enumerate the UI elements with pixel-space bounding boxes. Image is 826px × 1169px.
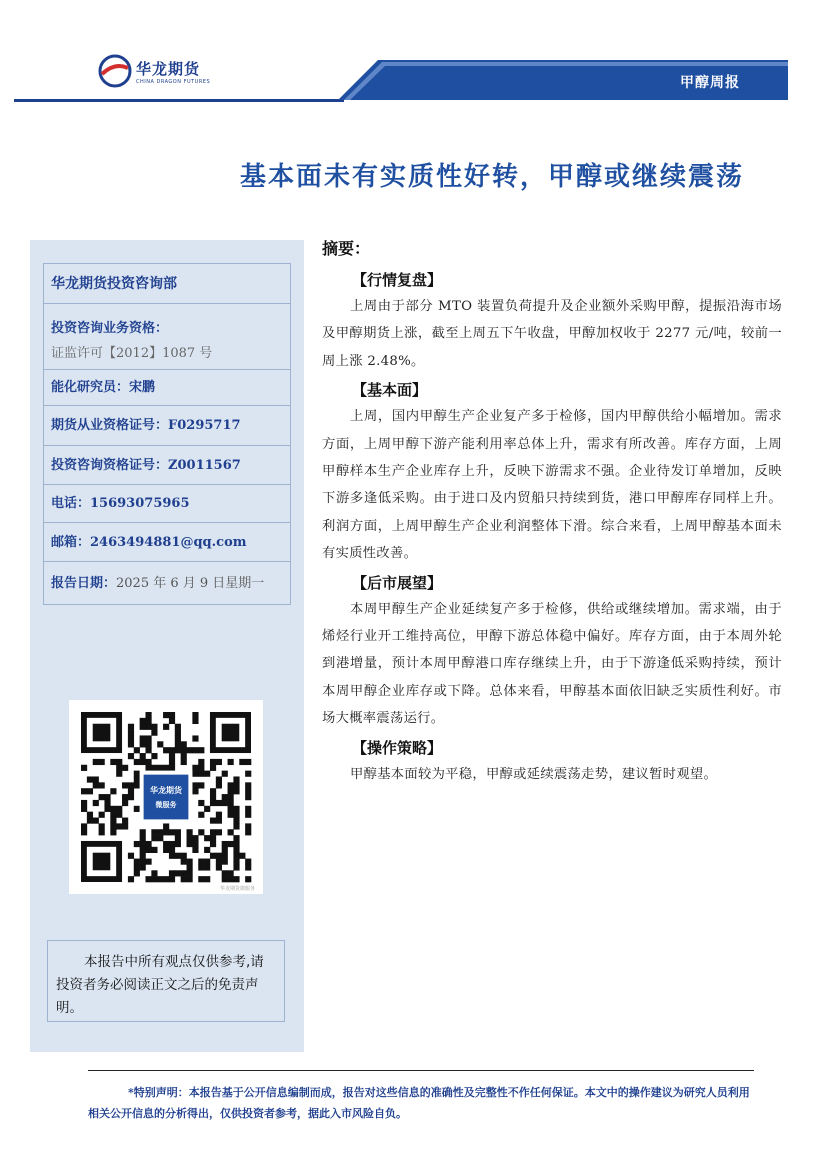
qr-module [87, 812, 93, 818]
qr-module [122, 782, 128, 788]
qr-module [222, 853, 228, 859]
qr-module [99, 823, 105, 829]
qr-module [81, 829, 87, 835]
consult-license: 投资咨询资格证号：Z0011567 [44, 446, 290, 485]
qr-module [151, 847, 157, 853]
report-date-row [44, 562, 290, 605]
qr-module [128, 853, 134, 859]
qr-module [128, 735, 134, 741]
qr-module [163, 823, 169, 829]
qr-finder [222, 724, 240, 742]
qr-module [210, 800, 216, 806]
qr-module [210, 835, 216, 841]
qr-module [175, 829, 181, 835]
qr-module [104, 794, 110, 800]
qr-module [128, 794, 134, 800]
qr-module [81, 823, 87, 829]
qr-module [210, 759, 216, 765]
qr-module [134, 870, 140, 876]
qr-module [145, 718, 151, 724]
qr-module [122, 818, 128, 824]
qr-module [157, 765, 163, 771]
qr-module [169, 718, 175, 724]
qr-module [233, 835, 239, 841]
qr-module [99, 794, 105, 800]
qr-module [216, 853, 222, 859]
qr-module [145, 765, 151, 771]
qr-module [198, 765, 204, 771]
qr-module [192, 735, 198, 741]
qr-module [181, 747, 187, 753]
qr-module [187, 829, 193, 835]
qr-module [198, 876, 204, 882]
qr-module [233, 806, 239, 812]
qr-module [145, 876, 151, 882]
qr-module [192, 718, 198, 724]
qr-module [169, 747, 175, 753]
qr-module [233, 853, 239, 859]
qr-module [140, 864, 146, 870]
qr-module [128, 788, 134, 794]
qr-module [122, 794, 128, 800]
qr-module [110, 759, 116, 765]
qr-module [157, 829, 163, 835]
report-type-label: 甲醇周报 [680, 75, 740, 91]
qr-module [192, 841, 198, 847]
section-paragraph: 上周，国内甲醇生产企业复产多于检修，国内甲醇供给小幅增加。需求方面，上周甲醇下游产能利用率总体上升，需求有所改善。库存方面，上周甲醇样本生产企业库存上升，反映下游需求不强。企业待发订单增加，反映下游多逢低采购。由于进口及内贸船只持续到货，港口甲醇库存同样上升。利润方面，上周甲醇生产企业利润整体下滑。综合来看，上周甲醇基本面未有实质性改善。 [322, 409, 782, 562]
qr-module [216, 829, 222, 835]
qr-module [99, 782, 105, 788]
date-label: 报告日期： [51, 576, 117, 591]
qr-module [181, 759, 187, 765]
qr-module [116, 771, 122, 777]
qualification-value: 证监许可【2012】1087 号 [51, 346, 213, 361]
department-name: 华龙期货投资咨询部 [44, 264, 290, 304]
qr-module [140, 829, 146, 835]
qr-module [228, 794, 234, 800]
qr-module [245, 806, 251, 812]
qr-module [140, 718, 146, 724]
qr-module [99, 812, 105, 818]
qr-module [222, 876, 228, 882]
qr-module [181, 859, 187, 865]
qr-module [116, 823, 122, 829]
qr-module [198, 747, 204, 753]
qr-module [151, 730, 157, 736]
section-heading: 【后市展望】 [352, 573, 443, 592]
qr-module [222, 794, 228, 800]
qr-module [134, 841, 140, 847]
qr-module [157, 876, 163, 882]
qr-module [192, 835, 198, 841]
qr-module [81, 788, 87, 794]
qr-module [151, 829, 157, 835]
qr-module [228, 829, 234, 835]
qr-module [93, 782, 99, 788]
header-divider [14, 99, 344, 102]
qr-module [204, 864, 210, 870]
qr-module [192, 712, 198, 718]
qr-module [245, 812, 251, 818]
qr-module [122, 823, 128, 829]
qr-module [163, 712, 169, 718]
section-paragraph: 本周甲醇生产企业延续复产多于检修，供给或继续增加。需求端，由于烯烃行业开工维持高位，甲醇下游总体稳中偏好。库存方面，由于本周外轮到港增量，预计本周甲醇港口库存继续上升，由于下游逢低采购持续，预计本周甲醇企业库存或下降。总体来看，甲醇基本面依旧缺乏实质性利好。市场大概率震荡运行。 [322, 601, 782, 727]
qr-module [181, 853, 187, 859]
qr-module [233, 841, 239, 847]
qr-module [239, 759, 245, 765]
qr-module [222, 870, 228, 876]
qr-module [134, 776, 140, 782]
qr-module [175, 735, 181, 741]
qr-module [145, 759, 151, 765]
qr-module [87, 818, 93, 824]
qr-module [239, 853, 245, 859]
qr-module [228, 870, 234, 876]
qr-module [163, 765, 169, 771]
qr-module [145, 841, 151, 847]
qr-module [169, 847, 175, 853]
qr-module [151, 724, 157, 730]
qr-module [233, 847, 239, 853]
qr-module [81, 765, 87, 771]
qr-module [110, 806, 116, 812]
qr-module [145, 724, 151, 730]
qr-module [116, 806, 122, 812]
qr-module [192, 765, 198, 771]
email-address: 邮箱：2463494881@qq.com [44, 523, 290, 562]
qr-module [216, 800, 222, 806]
qr-module [140, 835, 146, 841]
qr-module [122, 800, 128, 806]
qr-module [81, 806, 87, 812]
qr-code [69, 700, 263, 894]
qr-module [216, 759, 222, 765]
qr-module [157, 835, 163, 841]
qr-module [169, 876, 175, 882]
qr-module [128, 741, 134, 747]
phone-number: 电话：15693075965 [44, 485, 290, 523]
qr-module [134, 747, 140, 753]
qr-module [198, 864, 204, 870]
qr-module [222, 847, 228, 853]
logo-text: 华龙期货 [136, 60, 201, 78]
qr-module [163, 829, 169, 835]
qr-module [187, 864, 193, 870]
qr-module [81, 800, 87, 806]
qr-module [145, 747, 151, 753]
qr-module [245, 771, 251, 777]
qr-module [228, 876, 234, 882]
qr-module [169, 753, 175, 759]
date-value: 2025 年 6 月 9 日星期一 [116, 576, 265, 591]
qr-finder [93, 853, 111, 871]
qr-module [128, 782, 134, 788]
qr-module [134, 759, 140, 765]
qr-module [134, 806, 140, 812]
qr-module [93, 759, 99, 765]
qr-module [128, 730, 134, 736]
qr-module [210, 765, 216, 771]
qr-module [145, 712, 151, 718]
qr-module [163, 876, 169, 882]
qr-module [222, 841, 228, 847]
qr-module [163, 747, 169, 753]
qr-center-text: 微服务 [155, 801, 177, 809]
qr-module [175, 730, 181, 736]
qr-module [175, 741, 181, 747]
report-summary [322, 234, 782, 790]
qr-module [233, 864, 239, 870]
qr-module [187, 870, 193, 876]
qr-module [216, 812, 222, 818]
summary-title: 摘要： [322, 239, 371, 258]
qr-module [245, 788, 251, 794]
qr-module [216, 776, 222, 782]
qr-module [175, 835, 181, 841]
qr-module [140, 859, 146, 865]
qr-module [198, 859, 204, 865]
qr-module [87, 788, 93, 794]
qr-module [192, 771, 198, 777]
qr-module [198, 812, 204, 818]
qr-module [187, 835, 193, 841]
qr-module [210, 829, 216, 835]
qr-module [233, 876, 239, 882]
footer-notice: *特别声明：本报告基于公开信息编制而成，报告对这些信息的准确性及完整性不作任何保证。本文中的操作建议为研究人员利用相关公开信息的分析得出，仅供投资者参考，据此入市风险自负。 [88, 1086, 750, 1120]
qr-module [233, 818, 239, 824]
qr-module [210, 853, 216, 859]
qr-module [169, 759, 175, 765]
qr-module [245, 859, 251, 865]
qr-module [134, 859, 140, 865]
section-heading: 【基本面】 [352, 381, 428, 400]
qr-module [233, 859, 239, 865]
qr-module [110, 829, 116, 835]
section-heading: 【行情复盘】 [352, 271, 443, 289]
qr-module [140, 735, 146, 741]
qr-module [198, 759, 204, 765]
qr-module [104, 800, 110, 806]
qr-module [228, 812, 234, 818]
qr-module [175, 853, 181, 859]
qr-module [204, 806, 210, 812]
qr-module [99, 759, 105, 765]
footer-divider [88, 1070, 754, 1071]
qr-module [187, 859, 193, 865]
analyst-name: 能化研究员：宋鹏 [44, 370, 290, 406]
qr-finder [93, 724, 111, 742]
qr-module [163, 724, 169, 730]
qr-module [198, 829, 204, 835]
qr-module [228, 841, 234, 847]
qr-caption: 华龙期货微服务 [219, 886, 255, 892]
qr-module [245, 759, 251, 765]
futures-license: 期货从业资格证号：F0295717 [44, 406, 290, 446]
qr-module [216, 859, 222, 865]
qr-module [128, 876, 134, 882]
qr-module [198, 800, 204, 806]
qr-module [151, 876, 157, 882]
qr-module [110, 823, 116, 829]
qr-module [140, 847, 146, 853]
qr-module [169, 765, 175, 771]
qr-module [151, 765, 157, 771]
qr-center-badge [144, 775, 189, 820]
qr-module [233, 823, 239, 829]
qr-module [192, 782, 198, 788]
qr-module [175, 870, 181, 876]
qr-module [233, 782, 239, 788]
qr-module [192, 747, 198, 753]
qr-module [204, 859, 210, 865]
section-paragraph: 甲醇基本面较为平稳，甲醇或延续震荡走势，建议暂时观望。 [350, 766, 718, 782]
qr-module [116, 812, 122, 818]
qr-module [181, 753, 187, 759]
qr-module [110, 818, 116, 824]
qr-module [228, 782, 234, 788]
qr-module [93, 776, 99, 782]
qr-module [110, 788, 116, 794]
company-logo [98, 52, 218, 92]
qr-module [169, 712, 175, 718]
qualification-label: 投资咨询业务资格： [51, 321, 169, 336]
qr-module [228, 788, 234, 794]
qr-module [204, 835, 210, 841]
qr-module [245, 823, 251, 829]
qr-module [228, 800, 234, 806]
qr-module [175, 747, 181, 753]
qr-code-icon [69, 700, 263, 894]
qr-module [145, 847, 151, 853]
qr-module [245, 782, 251, 788]
qr-module [216, 782, 222, 788]
qr-module [233, 776, 239, 782]
qr-module [204, 876, 210, 882]
qr-module [204, 847, 210, 853]
qr-module [140, 753, 146, 759]
section-heading: 【操作策略】 [352, 738, 443, 757]
qr-module [204, 771, 210, 777]
qr-module [181, 741, 187, 747]
analyst-info-box [43, 263, 291, 605]
section-paragraph: 上周由于部分 MTO 装置负荷提升及企业额外采购甲醇，提振沿海市场及甲醇期货上涨，截至上周五下午收盘，甲醇加权收于 2277 元/吨，较前一周上涨 2.48%。 [322, 299, 782, 369]
qr-module [140, 724, 146, 730]
qr-module [169, 829, 175, 835]
qr-module [104, 806, 110, 812]
qr-module [222, 859, 228, 865]
qr-module [210, 788, 216, 794]
qr-module [122, 765, 128, 771]
qr-module [87, 776, 93, 782]
qr-module [134, 864, 140, 870]
qr-module [192, 788, 198, 794]
qualification-row [44, 304, 290, 370]
qr-module [169, 841, 175, 847]
qr-module [93, 818, 99, 824]
qr-module [175, 841, 181, 847]
qr-module [216, 864, 222, 870]
qr-module [140, 759, 146, 765]
qr-module [233, 788, 239, 794]
qr-module [163, 841, 169, 847]
qr-module [210, 818, 216, 824]
qr-module [187, 747, 193, 753]
qr-module [198, 771, 204, 777]
dragon-logo-icon [98, 54, 132, 88]
qr-module [145, 741, 151, 747]
qr-module [110, 812, 116, 818]
qr-module [93, 800, 99, 806]
qr-module [145, 735, 151, 741]
qr-module [169, 853, 175, 859]
qr-module [233, 812, 239, 818]
qr-module [245, 864, 251, 870]
qr-module [228, 806, 234, 812]
qr-module [134, 771, 140, 777]
qr-module [116, 759, 122, 765]
qr-module [140, 841, 146, 847]
qr-module [140, 853, 146, 859]
qr-module [210, 841, 216, 847]
qr-module [128, 724, 134, 730]
report-title: 基本面未有实质性好转，甲醇或继续震荡 [239, 162, 744, 192]
qr-module [151, 835, 157, 841]
qr-module [181, 870, 187, 876]
qr-module [228, 759, 234, 765]
qr-module [181, 876, 187, 882]
qr-module [216, 818, 222, 824]
qr-module [245, 794, 251, 800]
qr-module [175, 724, 181, 730]
qr-module [145, 859, 151, 865]
qr-module [116, 765, 122, 771]
qr-module [163, 847, 169, 853]
sidebar-disclaimer: 本报告中所有观点仅供参考,请投资者务必阅读正文之后的免责声明。 [47, 940, 285, 1022]
qr-module [187, 841, 193, 847]
qr-module [222, 800, 228, 806]
qr-module [187, 876, 193, 882]
logo-subtext: CHINA DRAGON FUTURES [136, 79, 211, 85]
qr-module [210, 794, 216, 800]
qr-module [151, 753, 157, 759]
qr-center-text: 华龙期货 [150, 786, 182, 795]
qr-module [134, 782, 140, 788]
qr-module [192, 847, 198, 853]
qr-module [99, 829, 105, 835]
qr-module [151, 870, 157, 876]
qr-module [198, 782, 204, 788]
qr-module [169, 870, 175, 876]
qr-module [128, 753, 134, 759]
qr-module [222, 771, 228, 777]
qr-module [245, 876, 251, 882]
qr-module [245, 829, 251, 835]
qr-module [157, 741, 163, 747]
qr-module [140, 741, 146, 747]
